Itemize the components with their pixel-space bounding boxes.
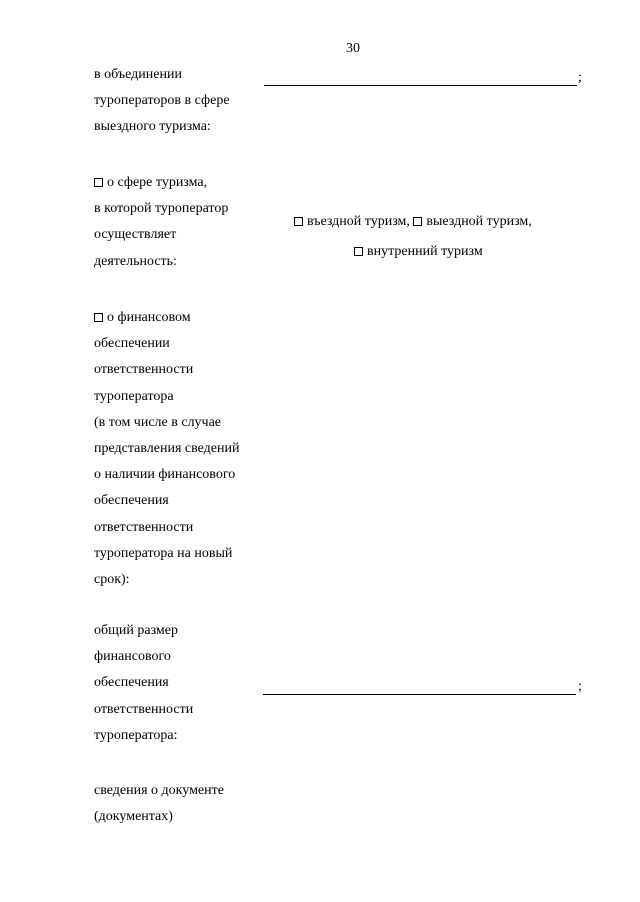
financial-line-8: обеспечения [94, 493, 169, 509]
total-line-4: ответственности [94, 701, 194, 717]
document-line-1: сведения о документе [94, 783, 224, 798]
domestic-tourism-label: внутренний туризм [367, 244, 483, 259]
document-details-label [94, 778, 269, 830]
sphere-line-4: деятельность: [94, 253, 177, 269]
total-amount-blank-field[interactable] [263, 694, 576, 695]
sphere-section-checkbox[interactable] [94, 178, 103, 187]
sphere-line-3: осуществляет [94, 227, 177, 243]
sphere-line-1: о сфере туризма, [94, 170, 269, 196]
financial-line-5: (в том числе в случае [94, 414, 222, 430]
outbound-tourism-label: выездной туризм, [426, 214, 532, 229]
total-line-1: общий размер [94, 623, 179, 638]
total-amount-label [94, 618, 269, 749]
page-number: 30 [346, 41, 360, 56]
financial-label [94, 305, 269, 593]
total-line-5: туроператора: [94, 727, 178, 743]
financial-line-9: ответственности [94, 519, 194, 535]
sphere-options-row-2 [354, 244, 483, 260]
association-blank-field[interactable] [264, 85, 577, 86]
financial-line-4: туроператора [94, 388, 174, 404]
inbound-tourism-option[interactable] [294, 214, 410, 229]
total-line-3: обеспечения [94, 675, 169, 691]
financial-line-11: срок): [94, 572, 130, 588]
association-line-2: туроператоров в сфере [94, 93, 230, 109]
outbound-tourism-checkbox[interactable] [413, 217, 422, 226]
association-line-3: выездного туризма: [94, 119, 211, 135]
financial-line-3: ответственности [94, 362, 194, 378]
financial-line-1: о финансовом [94, 305, 269, 331]
sphere-label [94, 170, 269, 275]
sphere-line-2: в которой туроператор [94, 201, 229, 217]
inbound-tourism-label: въездной туризм, [307, 214, 410, 229]
association-label [94, 62, 269, 141]
outbound-tourism-option[interactable] [413, 214, 531, 229]
financial-line-2: обеспечении [94, 336, 170, 352]
association-line-1: в объединении [94, 67, 182, 82]
financial-line-10: туроператора на новый [94, 545, 233, 561]
financial-line-7: о наличии финансового [94, 467, 236, 483]
domestic-tourism-option[interactable] [354, 244, 483, 259]
financial-line-6: представления сведений [94, 441, 240, 457]
document-line-2: (документах) [94, 809, 173, 825]
inbound-tourism-checkbox[interactable] [294, 217, 303, 226]
financial-section-checkbox[interactable] [94, 313, 103, 322]
domestic-tourism-checkbox[interactable] [354, 247, 363, 256]
association-terminator: ; [578, 70, 582, 85]
total-amount-terminator: ; [578, 679, 582, 694]
total-line-2: финансового [94, 649, 171, 665]
sphere-options-row-1 [294, 214, 532, 230]
